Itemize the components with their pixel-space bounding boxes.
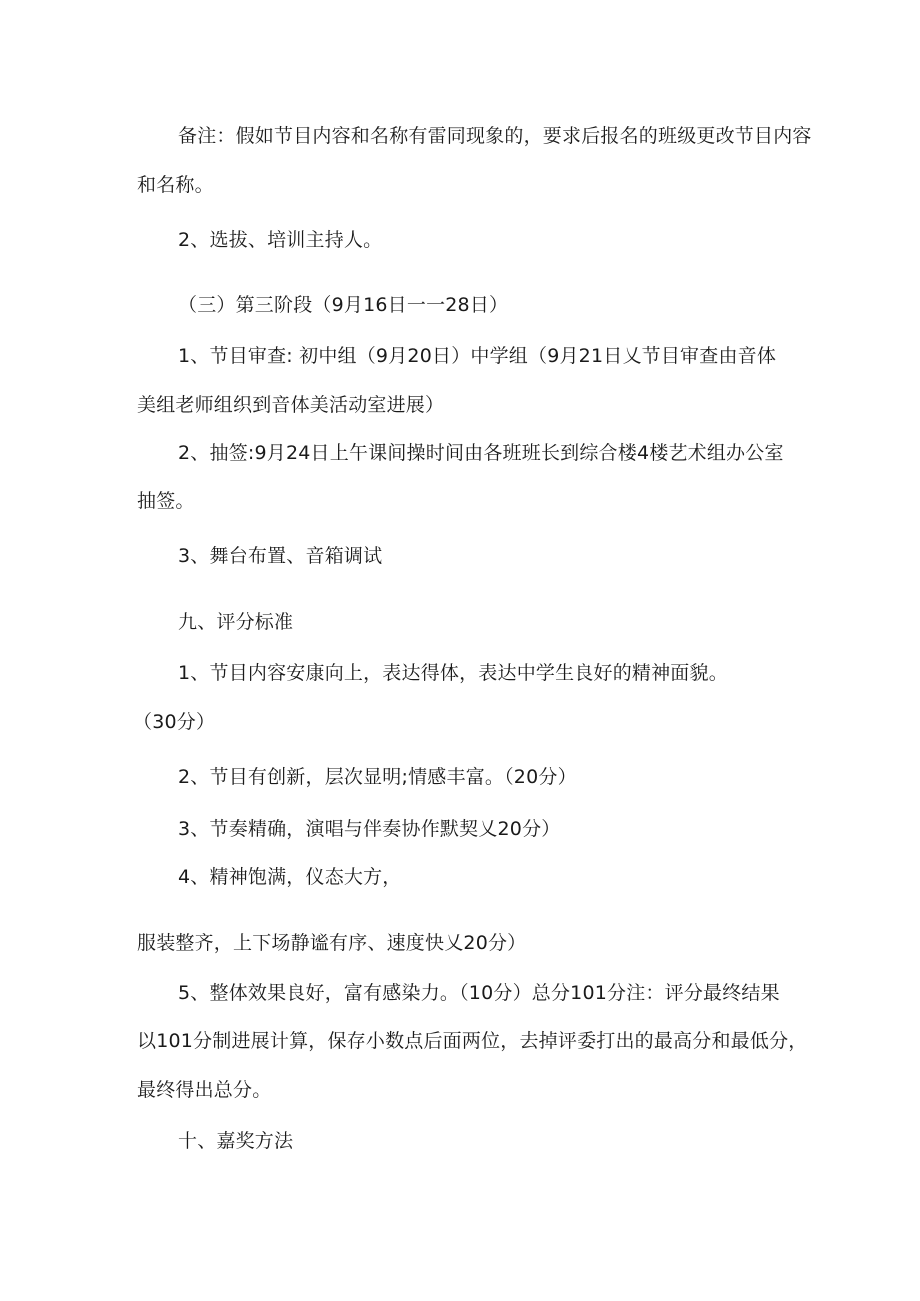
section-nine-heading: 九、评分标准 xyxy=(178,611,294,633)
criterion-1-line-2: （30分） xyxy=(133,711,216,733)
criterion-4-line-1: 4、精神饱满，仪态大方， xyxy=(178,866,402,888)
remark-paragraph-line-2: 和名称。 xyxy=(137,174,214,196)
remark-paragraph-line-1: 备注：假如节目内容和名称有雷同现象的，要求后报名的班级更改节目内容 xyxy=(178,125,812,147)
item-select-host: 2、选拔、培训主持人。 xyxy=(178,229,383,251)
criterion-5-line-1: 5、整体效果良好，富有感染力。（10分）总分101分注：评分最终结果 xyxy=(178,982,780,1004)
section-ten-heading: 十、嘉奖方法 xyxy=(178,1130,294,1152)
criterion-3: 3、节奏精确，演唱与伴奏协作默契乂20分） xyxy=(178,818,561,840)
criterion-4-line-2: 服装整齐，上下场静谧有序、速度快乂20分） xyxy=(137,932,527,954)
criterion-5-line-2: 以101分制进展计算，保存小数点后面两位，去掉评委打出的最高分和最低分， xyxy=(137,1030,808,1052)
item-draw-lots-line-1: 2、抽签:9月24日上午课间操时间由各班班长到综合楼4楼艺术组办公室 xyxy=(178,442,784,464)
criterion-2: 2、节目有创新，层次显明;情感丰富。（20分） xyxy=(178,766,577,788)
stage-three-heading: （三）第三阶段（9月16日一一28日） xyxy=(178,294,509,316)
item-program-review-line-2: 美组老师组织到音体美活动室进展） xyxy=(137,394,445,416)
item-program-review-line-1: 1、节目审查: 初中组（9月20日）中学组（9月21日乂节目审查由音体 xyxy=(178,345,777,367)
item-draw-lots-line-2: 抽签。 xyxy=(137,490,195,512)
criterion-5-line-3: 最终得出总分。 xyxy=(137,1079,272,1101)
item-stage-setup: 3、舞台布置、音箱调试 xyxy=(178,545,383,567)
criterion-1-line-1: 1、节目内容安康向上，表达得体，表达中学生良好的精神面貌。 xyxy=(178,662,728,684)
